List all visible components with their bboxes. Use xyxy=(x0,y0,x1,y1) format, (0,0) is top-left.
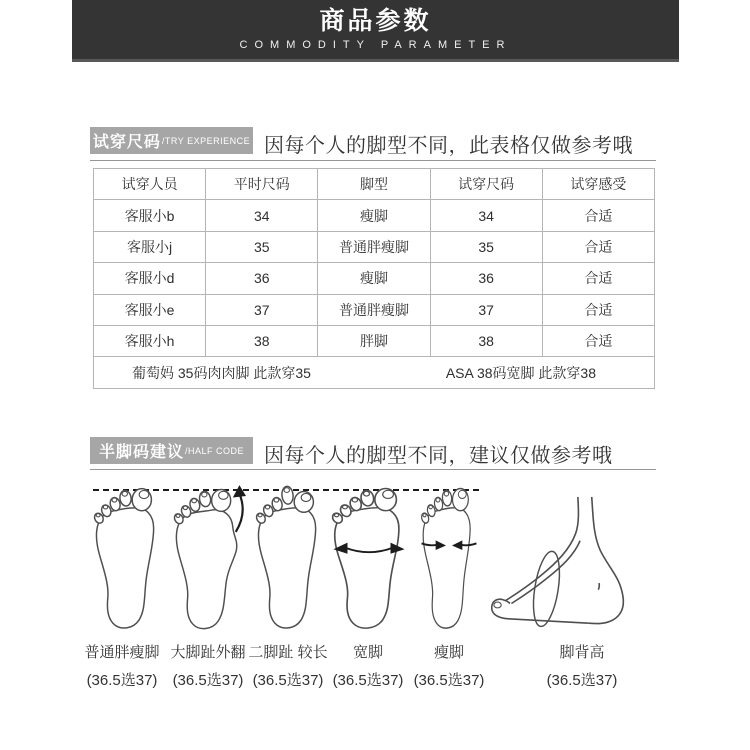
foot-long-toe-icon xyxy=(252,484,326,636)
cell-trysize: 38 xyxy=(430,325,542,356)
commodity-parameter-banner xyxy=(72,0,679,62)
cell-feeling: 合适 xyxy=(542,325,654,356)
foot-type-label: 普通胖瘦脚 (36.5选37) xyxy=(84,644,160,689)
cell-tester: 客服小h xyxy=(94,325,206,356)
table-row xyxy=(94,294,655,325)
foot-type-label: 大脚趾外翻 (36.5选37) xyxy=(170,644,246,689)
cell-feeling: 合适 xyxy=(542,294,654,325)
foot-type-label: 宽脚 (36.5选37) xyxy=(332,644,404,689)
table-row xyxy=(94,325,655,356)
section-divider xyxy=(90,160,656,161)
badge-label-en: /TRY EXPERIENCE xyxy=(161,135,251,146)
try-on-size-table xyxy=(93,168,655,389)
cell-tester: 客服小e xyxy=(94,294,206,325)
footer-note-left: 葡萄妈 35码肉肉脚 此款穿35 xyxy=(132,364,311,381)
cell-trysize: 34 xyxy=(430,200,542,231)
badge-label-cn: 半脚码建议 xyxy=(98,444,184,461)
half-section-note: 因每个人的脚型不同，建议仅做参考哦 xyxy=(264,445,613,467)
table-footer-row xyxy=(94,357,655,388)
bunion-arrow-icon xyxy=(236,494,243,532)
table-row xyxy=(94,200,655,231)
cell-trysize: 37 xyxy=(430,294,542,325)
cell-feeling: 合适 xyxy=(542,200,654,231)
cell-foottype: 普通胖瘦脚 xyxy=(318,231,430,262)
cell-usual: 35 xyxy=(206,231,318,262)
cell-trysize: 35 xyxy=(430,231,542,262)
cell-foottype: 普通胖瘦脚 xyxy=(318,294,430,325)
cell-foottype: 瘦脚 xyxy=(318,263,430,294)
cell-feeling: 合适 xyxy=(542,263,654,294)
foot-normal-icon xyxy=(90,484,164,636)
foot-type-label: 二脚趾 较长 (36.5选37) xyxy=(248,644,328,689)
try-section-note: 因每个人的脚型不同，此表格仅做参考哦 xyxy=(264,135,633,157)
foot-type-label: 瘦脚 (36.5选37) xyxy=(413,644,485,689)
cell-usual: 36 xyxy=(206,263,318,294)
cell-tester: 客服小d xyxy=(94,263,206,294)
foot-thin-icon xyxy=(417,484,481,636)
footer-note-right: ASA 38码宽脚 此款穿38 xyxy=(445,364,596,381)
cell-feeling: 合适 xyxy=(542,231,654,262)
try-experience-badge xyxy=(90,127,253,154)
table-header-row xyxy=(94,169,655,200)
cell-usual: 38 xyxy=(206,325,318,356)
cell-trysize: 36 xyxy=(430,263,542,294)
foot-type-label: 脚背高 (36.5选37) xyxy=(546,644,618,689)
col-header-feeling: 试穿感受 xyxy=(542,169,654,200)
col-header-trysize: 试穿尺码 xyxy=(430,169,542,200)
table-row xyxy=(94,231,655,262)
foot-wide-icon xyxy=(327,484,411,636)
col-header-tester: 试穿人员 xyxy=(94,169,206,200)
cell-foottype: 胖脚 xyxy=(318,325,430,356)
instep-girth-ellipse-icon xyxy=(529,550,564,629)
col-header-usual: 平时尺码 xyxy=(206,169,318,200)
cell-usual: 34 xyxy=(206,200,318,231)
cell-foottype: 瘦脚 xyxy=(318,200,430,231)
cell-tester: 客服小j xyxy=(94,231,206,262)
page-subtitle: COMMODITY PARAMETER xyxy=(239,39,512,52)
page-title: 商品参数 xyxy=(319,6,432,35)
table-row xyxy=(94,263,655,294)
cell-usual: 37 xyxy=(206,294,318,325)
badge-label-cn: 试穿尺码 xyxy=(92,134,161,151)
badge-label-en: /HALF CODE xyxy=(185,445,245,456)
section-divider xyxy=(90,469,656,470)
foot-bunion-icon xyxy=(170,484,246,636)
cell-tester: 客服小b xyxy=(94,200,206,231)
half-code-badge xyxy=(90,437,253,464)
foot-high-instep-icon xyxy=(482,494,654,640)
col-header-foottype: 脚型 xyxy=(318,169,430,200)
